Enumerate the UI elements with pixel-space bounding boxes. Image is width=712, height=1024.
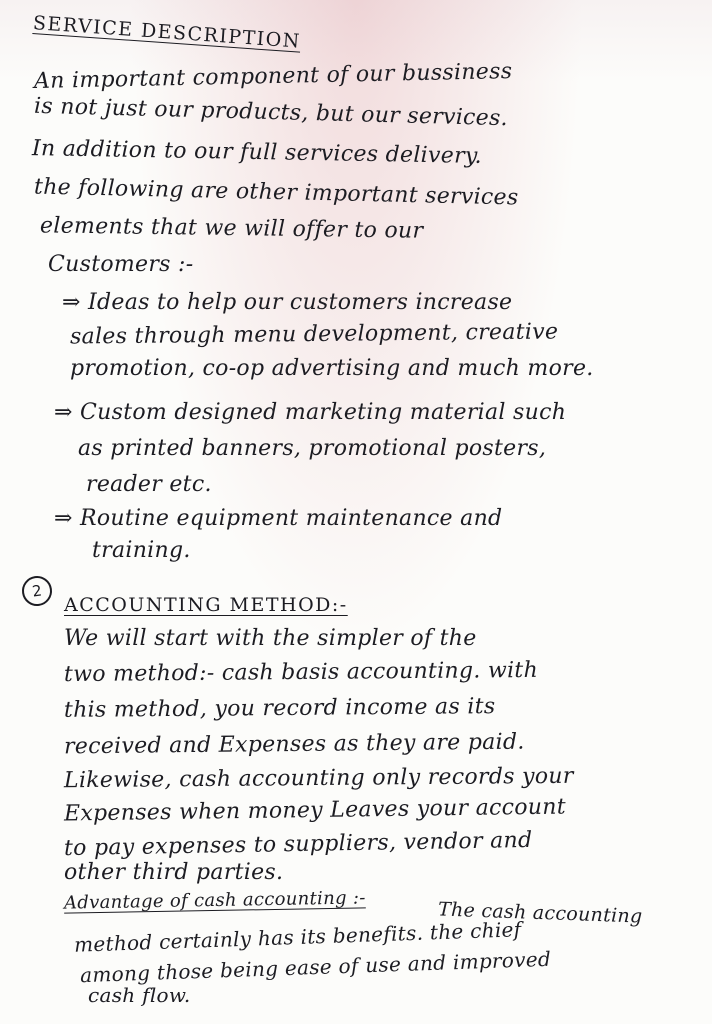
accounting-line-4: received and Expenses as they are paid. [63,729,525,760]
accounting-line-2: two method:- cash basis accounting. with [63,657,539,688]
service-line-4: the following are other important services [33,174,519,211]
accounting-method-heading: ACCOUNTING METHOD:- [64,594,348,616]
service-bullet-2-line-1: ⇒ Custom designed marketing material such [54,400,567,425]
service-line-6: Customers :- [48,252,194,277]
accounting-line-7: to pay expenses to suppliers, vendor and [63,827,533,862]
service-bullet-3-line-1: ⇒ Routine equipment maintenance and [54,506,503,531]
service-bullet-1-line-1: ⇒ Ideas to help our customers increase [62,290,513,315]
service-bullet-2-line-2: as printed banners, promotional posters, [78,436,547,461]
service-line-5: elements that we will offer to our [39,213,424,244]
advantage-line-1: The cash accounting [437,898,643,928]
accounting-line-5: Likewise, cash accounting only records your [63,763,574,794]
section-number-badge: 2 [20,574,54,608]
advantage-line-4: cash flow. [88,983,191,1007]
accounting-line-3: this method, you record income as its [63,694,496,723]
advantage-heading: Advantage of cash accounting :- [63,887,366,914]
accounting-line-8: other third parties. [64,860,284,885]
advantage-line-2: method certainly has its benefits. the chief [73,917,522,957]
service-bullet-3-line-2: training. [92,538,191,563]
advantage-line-3: among those being ease of use and improved [79,946,552,988]
service-description-heading: SERVICE DESCRIPTION [32,11,302,53]
accounting-line-6: Expenses when money Leaves your account [63,794,567,827]
service-line-3: In addition to our full services delivery. [31,136,483,169]
service-line-2: is not just our products, but our services. [33,93,509,132]
accounting-line-1: We will start with the simpler of the [64,626,477,651]
service-line-1: An important component of our bussiness [33,58,513,95]
service-bullet-1-line-3: promotion, co-op advertising and much more. [70,356,594,381]
service-bullet-2-line-3: reader etc. [86,472,212,497]
service-bullet-1-line-2: sales through menu development, creative [69,319,559,350]
